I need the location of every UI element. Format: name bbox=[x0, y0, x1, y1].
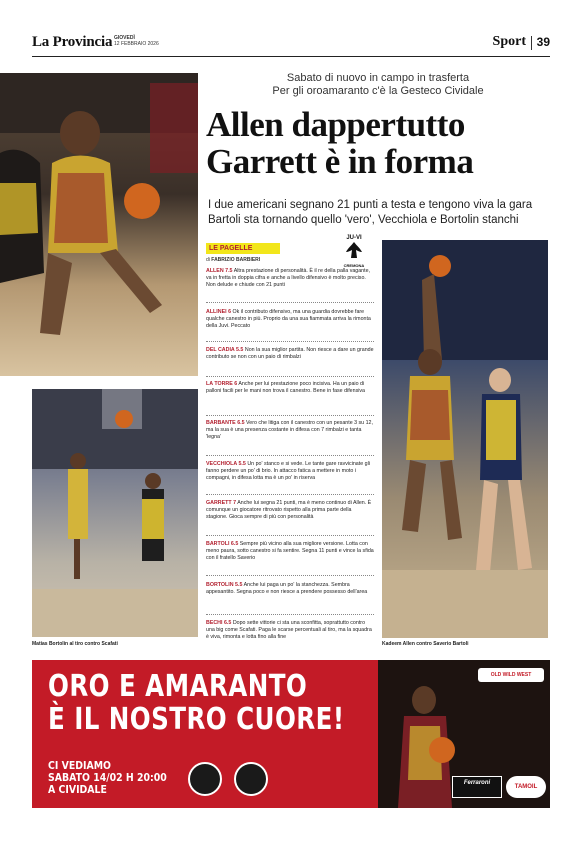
subhead-line-2: Bartoli sta tornando quello 'vero', Vecchiola e Bortolin stanchi bbox=[208, 214, 519, 226]
masthead bbox=[32, 34, 550, 54]
grade-text: Altra prestazione di personalità. È il re della palla vagante, va in fretta in doppia cifra e anche a livello difensivo è molto preciso. Non delude e chiude con 21 punti bbox=[206, 268, 371, 289]
sponsor-old-wild-west: OLD WILD WEST bbox=[478, 668, 544, 682]
weekday: GIOVEDÌ bbox=[114, 35, 135, 41]
grade-entry bbox=[206, 620, 374, 642]
grade-player-name: BECHI 6.5 bbox=[206, 620, 232, 626]
masthead-divider bbox=[531, 36, 532, 50]
grade-entry bbox=[206, 268, 374, 290]
grade-text: Vero che litiga con il canestro con un pesante 3 su 12, ma la sua è una presenza costante in difesa con 7 rimbalzi e tanta 'legna' bbox=[206, 420, 373, 441]
headline-line-2: Garrett è in forma bbox=[206, 142, 474, 181]
grade-text: Anche per lui prestazione poco incisiva. Ha un paio di palloni facili per le mani non trova il canestro. Bene in fase difensiva bbox=[206, 381, 365, 395]
page-number: 39 bbox=[536, 35, 550, 49]
grade-divider bbox=[206, 575, 374, 576]
game-photo-illustration bbox=[32, 389, 198, 637]
fleur-de-lis-logo-icon bbox=[234, 762, 268, 796]
caption-right: Kadeem Allen contro Saverio Bartoli bbox=[382, 641, 469, 647]
banner-title-line-2: È IL NOSTRO CUORE! bbox=[48, 702, 345, 737]
grade-player-name: GARRETT 7 bbox=[206, 500, 237, 506]
grade-text: Non la sua miglior partita. Non riesce a dare un grande contributo se non con un paio di rimbalzi bbox=[206, 347, 374, 361]
grade-text: Sempre più vicino alla sua migliore versione. Lotta con meno paura, sotto canestro si fa sentire. Segna 11 punti e vince la sfida con il fratello Saverio bbox=[206, 541, 374, 562]
juvi-logo-text: JU-VI bbox=[346, 235, 362, 241]
newspaper-logo: La Provincia bbox=[32, 34, 113, 50]
grade-player-name: BORTOLIN 5.5 bbox=[206, 582, 243, 588]
masthead-rule bbox=[32, 56, 550, 57]
date: 12 FEBBRAIO 2026 bbox=[114, 41, 159, 47]
grade-divider bbox=[206, 302, 374, 303]
grade-text: Ok il contributo difensivo, ma una guardia dovrebbe fare qualche canestro in più. Proprio da una sua fiammata arriva la rimonta della Juvi. Peccato bbox=[206, 309, 371, 330]
headline-line-1: Allen dappertutto bbox=[206, 105, 465, 144]
grade-divider bbox=[206, 376, 374, 377]
grade-player-name: VECCHIOLA 5.5 bbox=[206, 461, 246, 467]
grade-text: Anche lui paga un po' la stanchezza. Sembra appesantito. Segna poco e non riesce a prendere possesso dell'area bbox=[206, 582, 368, 596]
photo-bortolin-shot bbox=[32, 389, 198, 637]
grade-player-name: BARTOLI 6.5 bbox=[206, 541, 239, 547]
byline-author: FABRIZIO BARBIERI bbox=[211, 257, 261, 263]
headline bbox=[206, 106, 550, 180]
subhead bbox=[208, 198, 550, 228]
grade-player-name: DEL CADIA 5.5 bbox=[206, 347, 244, 353]
kicker-line-1: Sabato di nuovo in campo in trasferta bbox=[286, 72, 470, 84]
caption-left: Matías Bortolin al tiro contro Scafati bbox=[32, 641, 118, 647]
grade-entry bbox=[206, 541, 374, 563]
grade-entry bbox=[206, 420, 374, 442]
photo-allen-vs-bartoli bbox=[382, 240, 548, 638]
grade-player-name: ALLINEI 6 bbox=[206, 309, 232, 315]
section-name: Sport bbox=[492, 34, 526, 49]
byline bbox=[206, 257, 260, 263]
sponsor-tamoil: TAMOIL bbox=[506, 776, 546, 798]
grade-entry bbox=[206, 582, 374, 596]
grade-divider bbox=[206, 341, 374, 342]
ad-banner bbox=[32, 660, 550, 808]
grade-entry bbox=[206, 381, 374, 395]
grade-text: Anche lui segna 21 punti, ma è meno continuo di Allen. È comunque un giocatore ritrovato rispetto alla prima parte della stagione. Gioca sempre di più con personalità bbox=[206, 500, 372, 521]
grade-entry bbox=[206, 461, 374, 483]
banner-cta-line-1: CI VEDIAMO bbox=[48, 759, 111, 772]
kicker bbox=[208, 72, 548, 98]
grade-player-name: BARBANTE 6.5 bbox=[206, 420, 245, 426]
grade-divider bbox=[206, 614, 374, 615]
subhead-line-1: I due americani segnano 21 punti a testa e tengono viva la gara bbox=[208, 199, 533, 211]
banner-cta-line-2: SABATO 14/02 H 20:00 bbox=[48, 771, 167, 784]
date-block bbox=[114, 35, 159, 47]
grade-text: Un po' stanco e si vede. Le tante gare ravvicinate gli fanno perdere un po' di brio. In attacco fatica a mettere in moto i compagni, in difesa lotta ma è un po' in riserva bbox=[206, 461, 370, 482]
banner-title bbox=[48, 669, 345, 737]
grade-divider bbox=[206, 494, 374, 495]
grade-divider bbox=[206, 455, 374, 456]
stripes-logo-icon bbox=[188, 762, 222, 796]
juvi-logo-icon bbox=[334, 232, 374, 272]
grade-player-name: LA TORRE 6 bbox=[206, 381, 238, 387]
grade-text: Dopo sette vittorie ci sta una sconfitta, soprattutto contro una big come Scafati. Paga le scarse percentuali al tiro, ma la squadra è viva, rimonta e lotta fino alla fine bbox=[206, 620, 372, 641]
banner-title-line-1: ORO E AMARANTO bbox=[48, 669, 308, 704]
pagelle-tag: LE PAGELLE bbox=[206, 243, 280, 254]
grade-divider bbox=[206, 415, 374, 416]
grade-divider bbox=[206, 535, 374, 536]
sponsor-ferraroni: Ferraroni bbox=[452, 776, 502, 798]
grade-player-name: ALLEN 7.5 bbox=[206, 268, 233, 274]
grade-entry bbox=[206, 500, 374, 522]
grade-entry bbox=[206, 309, 374, 331]
photo-allen-dribble bbox=[0, 73, 198, 376]
grade-entry bbox=[206, 347, 374, 361]
banner-cta-line-3: A CIVIDALE bbox=[48, 783, 107, 796]
player-photo-illustration bbox=[0, 73, 198, 376]
banner-cta bbox=[48, 760, 167, 796]
jump-photo-illustration bbox=[382, 240, 548, 638]
juvi-logo-subtext: CREMONA bbox=[343, 263, 365, 268]
kicker-line-2: Per gli oroamaranto c'è la Gesteco Cividale bbox=[272, 85, 484, 97]
byline-prefix: di bbox=[206, 257, 210, 263]
